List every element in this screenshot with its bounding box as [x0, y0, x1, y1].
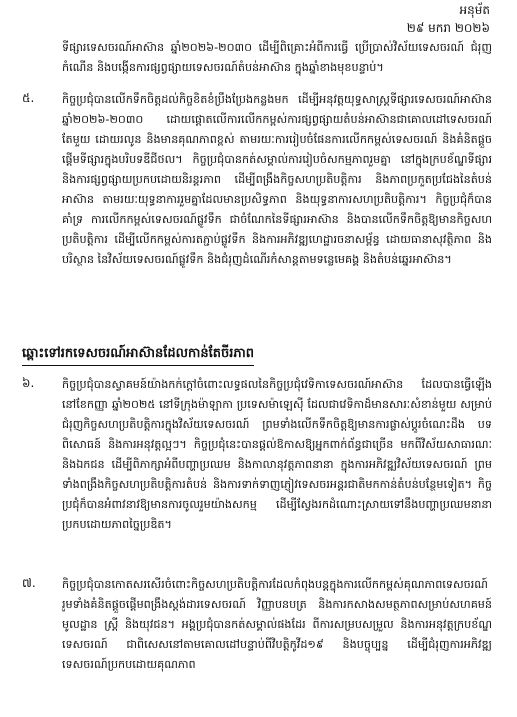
item-number: ៧. [22, 576, 36, 590]
item-paragraph-7: កិច្ចប្រជុំបានកោតសរសើរចំពោះកិច្ចសហប្រតិបត្តិការដែលកំពុងបន្តក្នុងការលើកកម្ពស់គុណភាពទេសចរណ៍ រួមទាំងគំនិតផ្ដួចផ្ដើមពង្រឹងស្តង់ដារទេសចរណ៍ វិញ្ញាបនបត្រ និងការកសាងសមត្ថភាពសម្រាប់សហគមន៍មូលដ្ឋាន ស្ត្រី និងយុវជន។ អង្គប្រជុំបានកត់សម្គាល់ផងដែរ ពីការសម្របសម្រួល និងការអនុវត្តក្របខ័ណ្ឌទេសចរណ៍ ជាពិសេសនៅតាមគោលដៅបន្ទាប់ពីវិបត្តិកូវីដ១៩ និងបច្ចុប្បន្ន ដើម្បីជំរុញការអភិវឌ្ឍទេសចរណ៍ប្រកបដោយគុណភាព [62, 578, 492, 671]
item-number: ៥. [22, 91, 35, 105]
item-paragraph-6: កិច្ចប្រជុំបានស្វាគមន៍យ៉ាងកក់ក្ដៅចំពោះលទ្ធផលនៃកិច្ចប្រជុំវេទិកាទេសចរណ៍អាស៊ាន ដែលបានធ្វើឡើងនៅខែកញ្ញា ឆ្នាំ២០២៥ នៅទីក្រុងម៉ាឡាកា ប្រទេសម៉ាឡេស៊ី ដែលជាវេទិកាដ៏មានសារៈសំខាន់មួយ សម្រាប់ជំរុញកិច្ចសហប្រតិបត្តិការក្នុងវិស័យទេសចរណ៍ ព្រមទាំងលើកទឹកចិត្តឱ្យមានការផ្លាស់ប្ដូរចំណេះដឹង បទពិសោធន៍ និងការអនុវត្តល្អៗ។ កិច្ចប្រជុំនេះបានផ្ដល់ឱកាសឱ្យអ្នកពាក់ព័ន្ធជាច្រើន មកពីវិស័យសាធារណៈ និងឯកជន ដើម្បីពិភាក្សាអំពីបញ្ហាប្រឈម និងកាលានុវត្តភាពនានា ក្នុងការអភិវឌ្ឍវិស័យទេសចរណ៍ ព្រមទាំងពង្រឹងកិច្ចសហប្រតិបត្តិការតំបន់ និងការទាក់ទាញភ្ញៀវទេសចរអន្តរជាតិមកកាន់តំបន់បន្ថែមទៀត។ កិច្ចប្រជុំក៏បានអំពាវនាវឱ្យមានការចូលរួមយ៉ាងសកម្ម ដើម្បីស្វែងរកដំណោះស្រាយទៅនឹងបញ្ហាប្រឈមនានាប្រកបដោយភាពច្នៃប្រឌិត។ [62, 378, 492, 531]
intro-paragraph: ទីផ្សារទេសចរណ៍អាស៊ាន ឆ្នាំ២០២៦-២០៣០ ដើម្បីពិគ្រោះអំពីការធ្វើ ប្រើប្រាស់វិស័យទេសចរណ៍ ជំរុញកំណើន និងបង្កើនការផ្សព្វផ្សាយទេសចរណ៍តំបន់អាស៊ាន ក្នុងឆ្នាំខាងមុខបន្ទាប់។ [62, 41, 492, 74]
draft-label: អនុម័ត [459, 3, 490, 17]
item-number: ៦. [22, 376, 35, 390]
item-paragraph-5: កិច្ចប្រជុំបានលើកទឹកចិត្តដល់កិច្ចខិតខំប្រឹងប្រែងកន្លងមក ដើម្បីអនុវត្តយុទ្ធសាស្ត្រទីផ្សារទេសចរណ៍អាស៊ាន ឆ្នាំ២០២៦-២០៣០ ដោយផ្ដោតលើការលើកកម្ពស់ការផ្សព្វផ្សាយតំបន់អាស៊ានជាគោលដៅទេសចរណ៍តែមួយ ដោយរលូន និងមានគុណភាពខ្ពស់ តាមរយៈការរៀបចំផែនការលើកកម្ពស់ទេសចរណ៍ និងគំនិតផ្ដួចផ្ដើមទីផ្សារក្នុងបរិបទឌីជីថល។ កិច្ចប្រជុំបានកត់សម្គាល់ការរៀបចំសកម្មភាពរួមគ្នា នៅក្នុងក្របខ័ណ្ឌទីផ្សារ និងការផ្សព្វផ្សាយប្រកបដោយនិរន្តរភាព ដើម្បីពង្រឹងកិច្ចសហប្រតិបត្តិការ និងភាពប្រកួតប្រជែងនៃតំបន់អាស៊ាន តាមរយៈយុទ្ធនាការរួមគ្នាដែលមានប្រសិទ្ធភាព និងយុទ្ធនាការសហប្រតិបត្តិការ។ កិច្ចប្រជុំក៏បានគាំទ្រ ការលើកកម្ពស់ទេសចរណ៍ផ្លូវទឹក ជាចំណែកនៃទីផ្សារអាស៊ាន និងបានលើកទឹកចិត្តឱ្យមានកិច្ចសហប្រតិបត្តិការ ដើម្បីលើកកម្ពស់ការតភ្ជាប់ផ្លូវទឹក និងការអភិវឌ្ឍហេដ្ឋារចនាសម្ព័ន្ធ ដោយធានាសុវត្ថិភាព និងបរិស្ថាន នៃវិស័យទេសចរណ៍ផ្លូវទឹក និងជំរុញដំណើរកំសាន្តតាមទន្លេមេគង្គ និងតំបន់ឆ្នេរអាស៊ាន។ [62, 93, 492, 266]
document-date: ២៩ មករា ២០២៦ [406, 21, 490, 35]
section-heading: ឆ្ពោះទៅរកទេសចរណ៍អាស៊ានដែលកាន់តែចីរភាព [22, 345, 254, 366]
